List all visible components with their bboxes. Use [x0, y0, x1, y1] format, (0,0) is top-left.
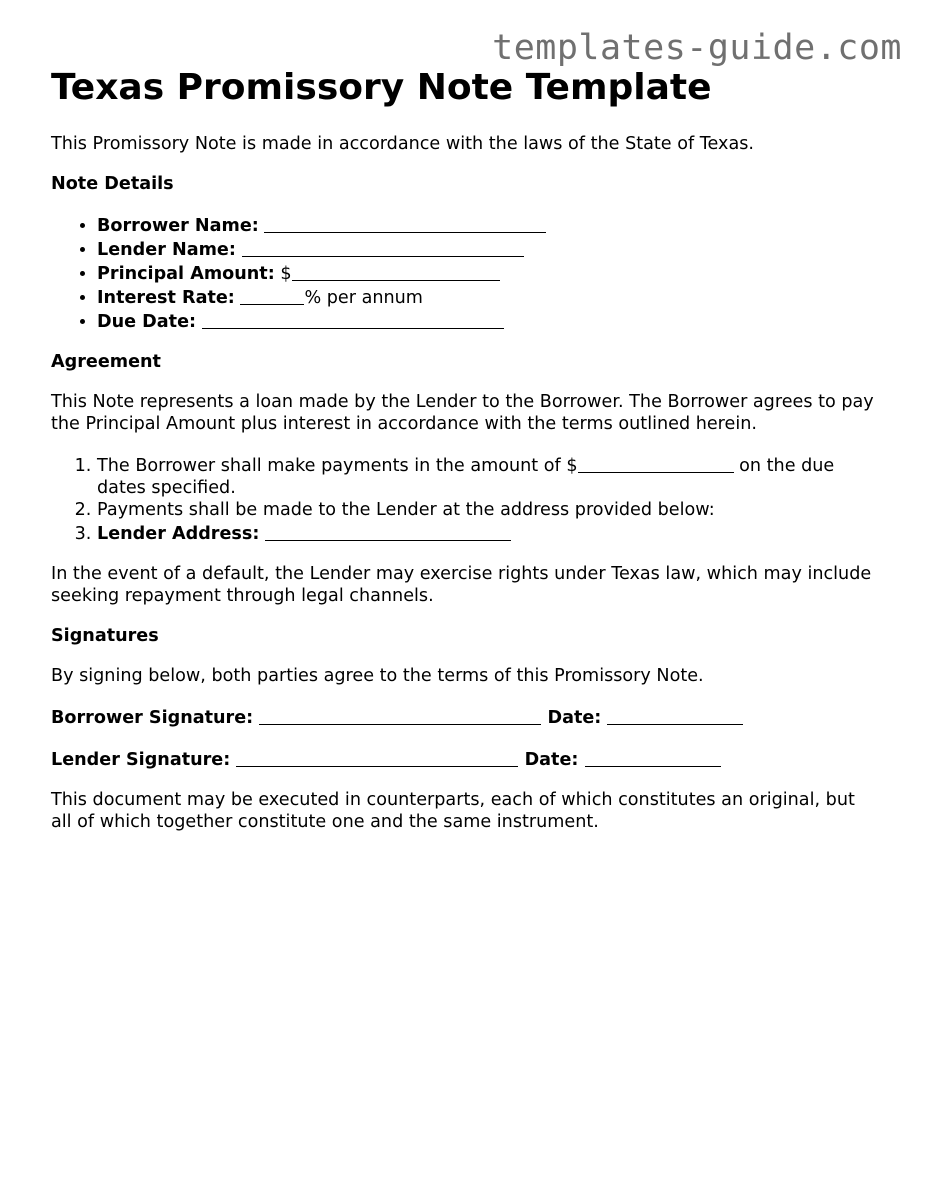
list-item	[97, 309, 881, 333]
payment-text-end: on the due dates specified.	[97, 456, 835, 498]
due-date-label: Due Date:	[97, 312, 197, 332]
payment-amount-field[interactable]	[578, 455, 734, 473]
list-item	[97, 237, 881, 261]
list-item	[97, 213, 881, 237]
watermark: templates-guide.com	[492, 28, 902, 68]
lender-date-label: Date:	[524, 750, 579, 770]
page-title: Texas Promissory Note Template	[51, 67, 712, 108]
list-item	[97, 453, 881, 499]
list-item	[97, 499, 881, 521]
list-item	[97, 285, 881, 309]
borrower-date-field[interactable]	[607, 707, 743, 725]
lender-signature-label: Lender Signature:	[51, 750, 231, 770]
default-paragraph: In the event of a default, the Lender may exercise rights under Texas law, which may include seeking repayment through legal channels.	[51, 564, 872, 606]
borrower-signature-label: Borrower Signature:	[51, 708, 254, 728]
signatures-intro: By signing below, both parties agree to the terms of this Promissory Note.	[51, 666, 704, 686]
lender-address-label: Lender Address:	[97, 524, 260, 544]
dollar-sign: $	[280, 264, 292, 284]
closing-paragraph: This document may be executed in counterparts, each of which constitutes an original, but all of which together constitute one and the same instrument.	[51, 790, 855, 832]
list-item	[97, 521, 881, 545]
borrower-signature-line	[51, 705, 881, 729]
note-details-list	[51, 213, 881, 333]
lender-date-field[interactable]	[585, 749, 721, 767]
interest-rate-suffix: % per annum	[304, 288, 423, 308]
borrower-signature-field[interactable]	[259, 707, 541, 725]
agreement-list	[51, 453, 881, 545]
principal-amount-field[interactable]	[292, 263, 500, 281]
agreement-heading: Agreement	[51, 352, 161, 372]
payment-text: The Borrower shall make payments in the amount of $	[97, 456, 578, 476]
principal-amount-label: Principal Amount:	[97, 264, 275, 284]
intro-text: This Promissory Note is made in accordance with the laws of the State of Texas.	[51, 134, 755, 154]
document-page	[51, 64, 881, 833]
interest-rate-label: Interest Rate:	[97, 288, 235, 308]
due-date-field[interactable]	[202, 311, 504, 329]
borrower-name-label: Borrower Name:	[97, 216, 259, 236]
lender-signature-line	[51, 747, 881, 771]
payment-location-text: Payments shall be made to the Lender at the address provided below:	[97, 500, 715, 520]
signatures-heading: Signatures	[51, 626, 159, 646]
lender-name-label: Lender Name:	[97, 240, 236, 260]
lender-signature-field[interactable]	[236, 749, 518, 767]
lender-address-field[interactable]	[265, 523, 511, 541]
interest-rate-field[interactable]	[240, 287, 304, 305]
borrower-date-label: Date:	[547, 708, 602, 728]
lender-name-field[interactable]	[242, 239, 524, 257]
note-details-heading: Note Details	[51, 174, 174, 194]
list-item	[97, 261, 881, 285]
borrower-name-field[interactable]	[264, 215, 546, 233]
agreement-paragraph: This Note represents a loan made by the Lender to the Borrower. The Borrower agrees to pay the Principal Amount plus interest in accordance with the terms outlined herein.	[51, 392, 874, 434]
